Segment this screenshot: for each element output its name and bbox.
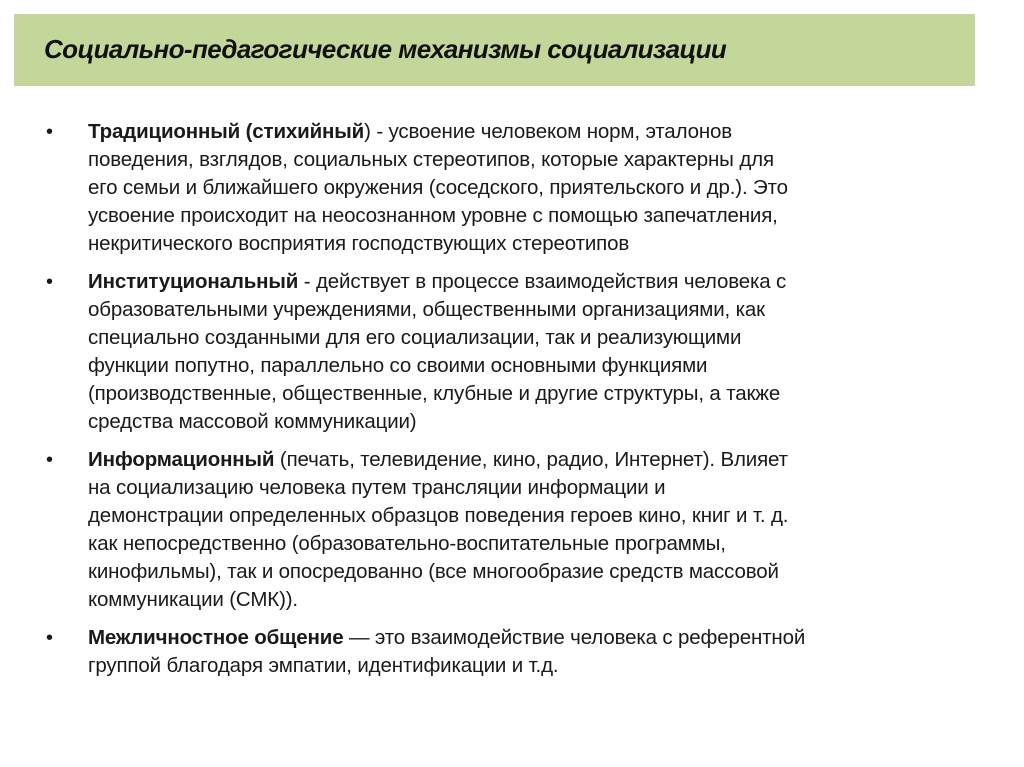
item-line: его семьи и ближайшего окружения (соседского, приятельского и др.). Это [88, 176, 788, 199]
item-first-line [88, 446, 986, 474]
item-text: — это взаимодействие человека с референтной [343, 626, 806, 649]
slide-title: Социально-педагогические механизмы социализации [44, 34, 727, 64]
bullet-icon: • [46, 449, 54, 471]
bullet-icon: • [46, 627, 54, 649]
item-line: группой благодаря эмпатии, идентификации и т.д. [88, 654, 559, 677]
item-text: ) - усвоение человеком норм, эталонов [364, 120, 733, 143]
bullet-list [46, 118, 986, 690]
item-term: Традиционный (стихийный [88, 120, 365, 143]
item-line: поведения, взглядов, социальных стереотипов, которые характерны для [88, 148, 774, 171]
item-line: усвоение происходит на неосознанном уровне с помощью запечатления, [88, 204, 778, 227]
list-item [46, 118, 986, 258]
title-banner [14, 14, 975, 86]
list-item [46, 624, 986, 680]
item-line: (производственные, общественные, клубные и другие структуры, а также [88, 382, 781, 405]
item-first-line [88, 118, 986, 146]
list-item [46, 446, 986, 614]
item-line: специально созданными для его социализации, так и реализующими [88, 326, 742, 349]
item-first-line [88, 268, 986, 296]
item-term: Институциональный [88, 270, 299, 293]
item-line: образовательными учреждениями, общественными организациями, как [88, 298, 765, 321]
item-line: на социализацию человека путем трансляции информации и [88, 476, 666, 499]
item-text: - действует в процессе взаимодействия человека с [298, 270, 787, 293]
item-line: функции попутно, параллельно со своими основными функциями [88, 354, 708, 377]
item-line: кинофильмы), так и опосредованно (все многообразие средств массовой [88, 560, 779, 583]
bullet-icon: • [46, 121, 54, 143]
item-line: как непосредственно (образовательно-воспитательные программы, [88, 532, 726, 555]
item-line: некритического восприятия господствующих стереотипов [88, 232, 630, 255]
bullet-icon: • [46, 271, 54, 293]
list-item [46, 268, 986, 436]
item-first-line [88, 624, 986, 652]
item-line: демонстрации определенных образцов поведения героев кино, книг и т. д. [88, 504, 789, 527]
item-text: (печать, телевидение, кино, радио, Интернет). Влияет [274, 448, 788, 471]
item-term: Информационный [88, 448, 275, 471]
item-line: средства массовой коммуникации) [88, 410, 417, 433]
item-term: Межличностное общение [88, 626, 344, 649]
item-line: коммуникации (СМК)). [88, 588, 298, 611]
